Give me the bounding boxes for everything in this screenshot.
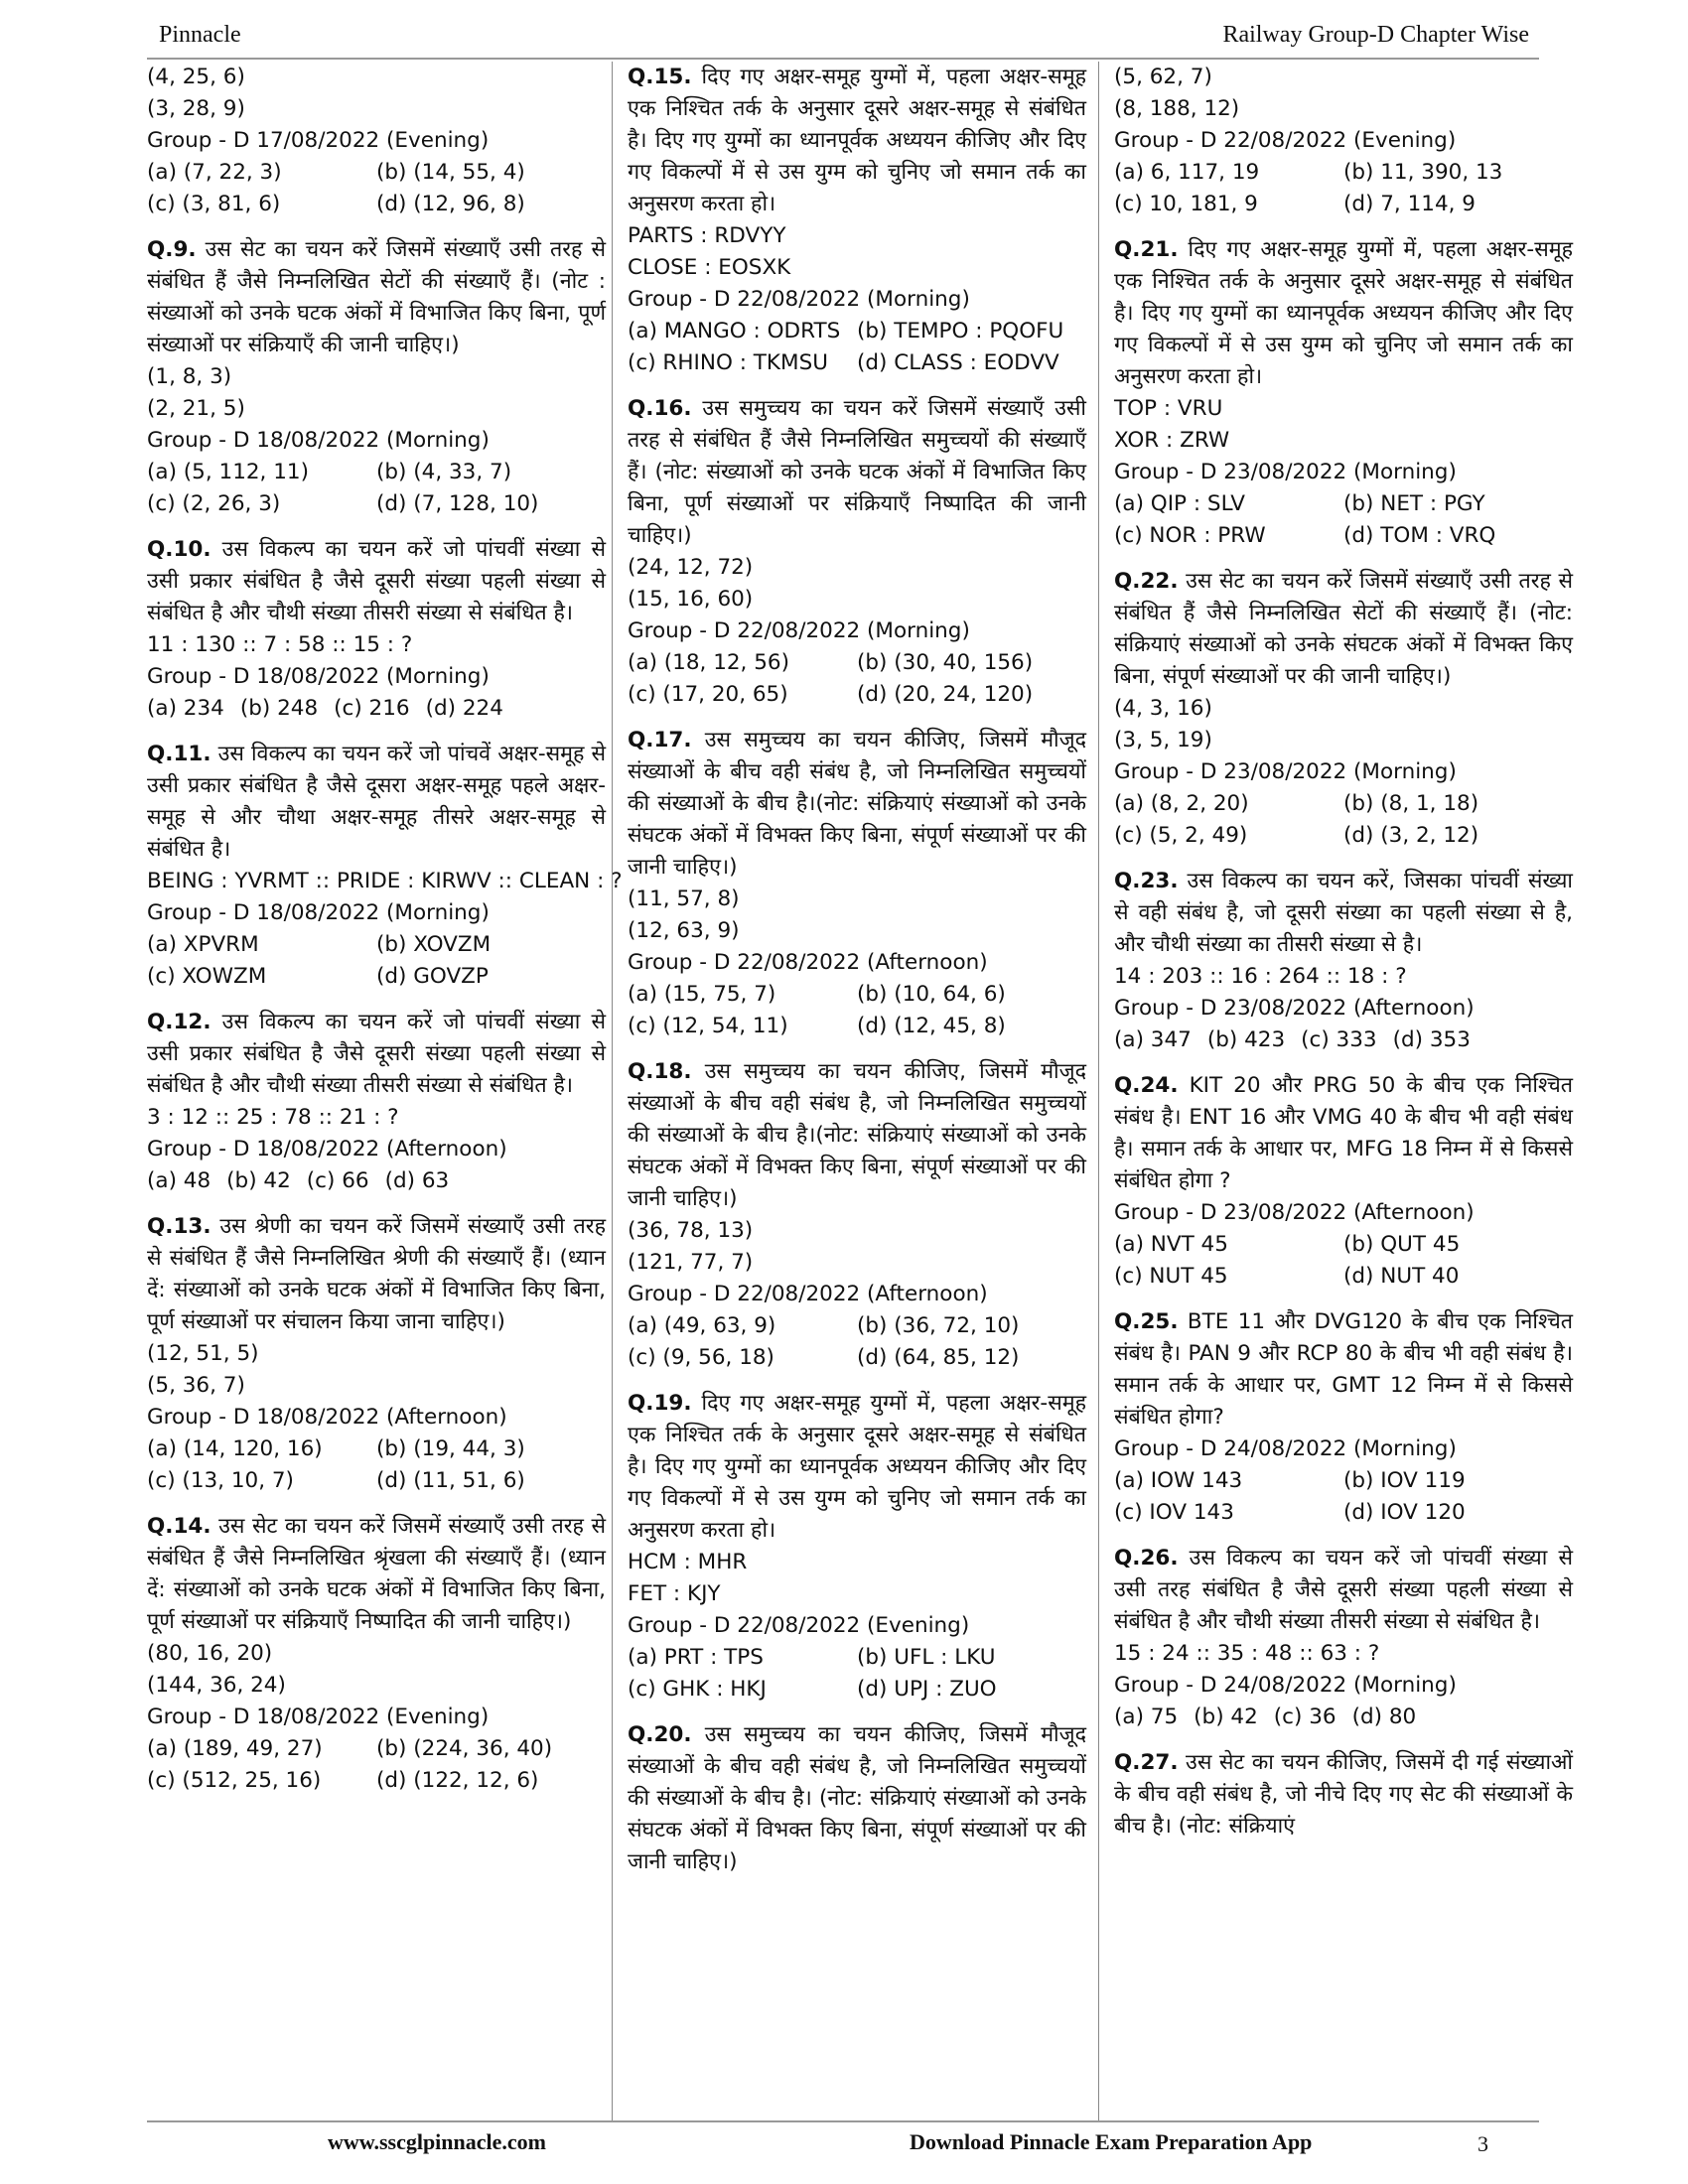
- question-line: (36, 78, 13): [628, 1218, 754, 1243]
- question-number: Q.19.: [628, 1391, 692, 1416]
- question-line: (4, 25, 6): [147, 65, 245, 89]
- question-line: (5, 62, 7): [1114, 65, 1212, 89]
- answer-option: (d) GOVZP: [376, 964, 489, 989]
- footer-app-promo: Download Pinnacle Exam Preparation App: [910, 2129, 1313, 2154]
- answer-option: (a) IOW 143: [1114, 1468, 1243, 1493]
- question-line: (2, 21, 5): [147, 396, 245, 421]
- question-line: (5, 36, 7): [147, 1373, 245, 1398]
- answer-option: (c) GHK : HKJ: [628, 1677, 767, 1702]
- question-number: Q.18.: [628, 1059, 692, 1084]
- answer-options: [1114, 488, 1573, 552]
- answer-option: (c) RHINO : TKMSU: [628, 350, 828, 375]
- question-text: उस समुच्चय का चयन करें जिसमें संख्याएँ उसी तरह से संबंधित हैं जैसे निम्नलिखित समुच्चयों की संख्याएँ हैं। (नोट: संख्याओं को उनके घटक अंकों में विभाजित किए बिना, पूर्ण संख्याओं पर संक्रियाएँ निष्पादित की जानी चाहिए।): [628, 396, 1086, 548]
- answer-option: (c) IOV 143: [1114, 1500, 1234, 1525]
- question-text: दिए गए अक्षर-समूह युग्मों में, पहला अक्षर-समूह एक निश्चित तर्क के अनुसार दूसरे अक्षर-समूह से संबंधित है। दिए गए युग्मों का ध्यानपूर्वक अध्ययन कीजिए और दिए गए विकल्पों में से उस युग्म को चुनिए जो समान तर्क का अनुसरण करता हो।: [1114, 237, 1573, 389]
- answer-option: (b) TEMPO : PQOFU: [857, 319, 1064, 343]
- answer-option: (b) (4, 33, 7): [376, 460, 512, 484]
- question-block: [1114, 1747, 1573, 1843]
- question-line: Group - D 22/08/2022 (Evening): [1114, 128, 1457, 153]
- question-block: [1114, 866, 1573, 1056]
- answer-option: (b) (30, 40, 156): [857, 650, 1034, 675]
- question-text: उस विकल्प का चयन करें, जिसका पांचवीं संख्या से वही संबंध है, जो दूसरी संख्या का पहली संख्या से है, और चौथी संख्या का तीसरी संख्या से है।: [1114, 869, 1573, 957]
- question-block: [147, 739, 623, 993]
- question-block: [1114, 566, 1573, 852]
- question-number: Q.14.: [147, 1514, 211, 1539]
- answer-options: [1114, 1702, 1573, 1733]
- answer-options: [147, 1433, 606, 1497]
- answer-option: (a) 6, 117, 19: [1114, 160, 1260, 185]
- answer-option: (b) 423: [1206, 1027, 1286, 1052]
- question-line: (11, 57, 8): [628, 887, 740, 911]
- question-stem: [1114, 1070, 1573, 1197]
- answer-option: (d) NUT 40: [1343, 1264, 1460, 1289]
- question-line: (121, 77, 7): [628, 1250, 754, 1275]
- question-block: [628, 1056, 1086, 1374]
- question-number: Q.17.: [628, 728, 692, 752]
- question-number: Q.23.: [1114, 869, 1179, 893]
- header-divider: [147, 58, 1539, 60]
- question-line: Group - D 18/08/2022 (Evening): [147, 1705, 490, 1729]
- question-line: Group - D 22/08/2022 (Afternoon): [628, 950, 988, 975]
- answer-option: (c) (17, 20, 65): [628, 682, 788, 707]
- column-divider-1: [612, 62, 613, 2120]
- answer-option: (a) 75: [1114, 1705, 1179, 1729]
- question-line: XOR : ZRW: [1114, 428, 1230, 453]
- question-line: Group - D 18/08/2022 (Morning): [147, 428, 490, 453]
- question-line: 3 : 12 :: 25 : 78 :: 21 : ?: [147, 1105, 399, 1130]
- answer-option: (d) (3, 2, 12): [1343, 823, 1479, 848]
- question-block: [1114, 1543, 1573, 1733]
- answer-option: (b) (19, 44, 3): [376, 1436, 525, 1461]
- question-block: [1114, 234, 1573, 552]
- question-line: (80, 16, 20): [147, 1641, 273, 1666]
- answer-option: (b) 42: [1194, 1705, 1258, 1729]
- answer-option: (c) 216: [334, 696, 410, 721]
- answer-option: (c) 36: [1273, 1705, 1336, 1729]
- question-line: (8, 188, 12): [1114, 96, 1240, 121]
- question-stem: [147, 1211, 606, 1338]
- question-block: [147, 1211, 606, 1497]
- question-number: Q.15.: [628, 65, 692, 89]
- answer-option: (a) MANGO : ODRTS: [628, 319, 841, 343]
- question-line: Group - D 23/08/2022 (Morning): [1114, 759, 1457, 784]
- column-divider-2: [1098, 62, 1099, 2120]
- question-stem: [147, 1511, 606, 1638]
- answer-option: (b) 11, 390, 13: [1343, 160, 1503, 185]
- question-line: Group - D 18/08/2022 (Morning): [147, 664, 490, 689]
- question-number: Q.13.: [147, 1214, 211, 1239]
- answer-options: [147, 1733, 606, 1797]
- answer-option: (d) (7, 128, 10): [376, 491, 539, 516]
- question-stem: [147, 739, 606, 866]
- answer-option: (c) (512, 25, 16): [147, 1768, 322, 1793]
- question-number: Q.16.: [628, 396, 692, 421]
- question-number: Q.20.: [628, 1722, 692, 1747]
- question-line: Group - D 22/08/2022 (Evening): [628, 1613, 970, 1638]
- question-line: HCM : MHR: [628, 1550, 748, 1574]
- answer-option: (a) (49, 63, 9): [628, 1313, 776, 1338]
- page-number: 3: [1477, 2131, 1488, 2156]
- question-line: TOP : VRU: [1114, 396, 1223, 421]
- header-book-title: Railway Group-D Chapter Wise: [1222, 22, 1529, 48]
- answer-option: (d) (20, 24, 120): [857, 682, 1034, 707]
- answer-options: [147, 693, 606, 725]
- question-line: Group - D 22/08/2022 (Afternoon): [628, 1282, 988, 1306]
- answer-option: (b) QUT 45: [1343, 1232, 1461, 1257]
- answer-option: (d) (122, 12, 6): [376, 1768, 539, 1793]
- question-stem: [628, 1056, 1086, 1215]
- answer-options: [147, 457, 606, 520]
- answer-option: (d) (11, 51, 6): [376, 1468, 525, 1493]
- question-text: उस विकल्प का चयन करें जो पांचवीं संख्या से उसी प्रकार संबंधित है जैसे दूसरी संख्या पहली संख्या से संबंधित है और चौथी संख्या तीसरी संख्या से संबंधित है।: [147, 1010, 606, 1098]
- answer-option: (d) 224: [425, 696, 503, 721]
- question-line: 14 : 203 :: 16 : 264 :: 18 : ?: [1114, 964, 1407, 989]
- question-block: [1114, 1070, 1573, 1293]
- question-line: Group - D 18/08/2022 (Afternoon): [147, 1137, 507, 1161]
- question-block: [147, 1511, 606, 1797]
- answer-option: (c) NUT 45: [1114, 1264, 1228, 1289]
- question-number: Q.27.: [1114, 1750, 1179, 1775]
- answer-options: [628, 316, 1086, 379]
- answer-options: [1114, 157, 1573, 220]
- answer-option: (b) 248: [239, 696, 319, 721]
- question-block: [1114, 1306, 1573, 1529]
- question-line: (1, 8, 3): [147, 364, 232, 389]
- answer-option: (b) IOV 119: [1343, 1468, 1466, 1493]
- question-stem: [1114, 866, 1573, 961]
- answer-option: (c) NOR : PRW: [1114, 523, 1266, 548]
- answer-option: (b) (36, 72, 10): [857, 1313, 1020, 1338]
- answer-option: (b) NET : PGY: [1343, 491, 1485, 516]
- question-line: FET : KJY: [628, 1581, 721, 1606]
- question-number: Q.22.: [1114, 569, 1179, 594]
- answer-option: (c) (3, 81, 6): [147, 192, 281, 216]
- question-line: Group - D 22/08/2022 (Morning): [628, 618, 970, 643]
- answer-option: (a) QIP : SLV: [1114, 491, 1245, 516]
- question-block: [147, 534, 606, 725]
- column-2: [628, 62, 1086, 1878]
- answer-option: (a) 234: [147, 696, 224, 721]
- question-text: उस विकल्प का चयन करें जो पांचवीं संख्या से उसी प्रकार संबंधित है जैसे दूसरी संख्या पहली संख्या से संबंधित है और चौथी संख्या तीसरी संख्या से संबंधित है।: [147, 537, 606, 625]
- answer-option: (c) 333: [1301, 1027, 1377, 1052]
- answer-option: (d) 80: [1351, 1705, 1417, 1729]
- question-line: Group - D 23/08/2022 (Morning): [1114, 460, 1457, 484]
- answer-option: (b) UFL : LKU: [857, 1645, 996, 1670]
- question-line: Group - D 18/08/2022 (Morning): [147, 900, 490, 925]
- answer-option: (c) (9, 56, 18): [628, 1345, 774, 1370]
- question-text: उस सेट का चयन करें जिसमें संख्याएँ उसी तरह से संबंधित हैं जैसे निम्नलिखित श्रृंखला की संख्याएँ हैं। (ध्यान दें: संख्याओं को उनके घटक अंकों में विभाजित किए बिना, पूर्ण संख्याओं पर संक्रियाएँ निष्पादित की जानी चाहिए।): [147, 1514, 606, 1634]
- footer-website: www.sscglpinnacle.com: [328, 2129, 546, 2154]
- question-number: Q.10.: [147, 537, 211, 562]
- answer-option: (b) (10, 64, 6): [857, 982, 1006, 1007]
- question-line: Group - D 18/08/2022 (Afternoon): [147, 1405, 507, 1430]
- question-number: Q.24.: [1114, 1073, 1179, 1098]
- question-text: उस श्रेणी का चयन करें जिसमें संख्याएँ उसी तरह से संबंधित हैं जैसे निम्नलिखित श्रेणी की संख्याएँ हैं। (ध्यान दें: संख्याओं को उनके घटक अंकों में विभाजित किए बिना, पूर्ण संख्याओं पर संचालन किया जाना चाहिए।): [147, 1214, 606, 1334]
- answer-options: [147, 157, 606, 220]
- question-line: (144, 36, 24): [147, 1673, 286, 1698]
- question-stem: [628, 393, 1086, 552]
- question-stem: [628, 62, 1086, 220]
- answer-option: (d) IOV 120: [1343, 1500, 1466, 1525]
- question-block: [1114, 62, 1573, 220]
- question-text: दिए गए अक्षर-समूह युग्मों में, पहला अक्षर-समूह एक निश्चित तर्क के अनुसार दूसरे अक्षर-समूह से संबंधित है। दिए गए युग्मों का ध्यानपूर्वक अध्ययन कीजिए और दिए गए विकल्पों में से उस युग्म को चुनिए जो समान तर्क का अनुसरण करता हो।: [628, 65, 1086, 216]
- question-stem: [147, 234, 606, 361]
- question-line: CLOSE : EOSXK: [628, 255, 791, 280]
- question-stem: [628, 1388, 1086, 1547]
- answer-option: (c) 10, 181, 9: [1114, 192, 1258, 216]
- answer-option: (a) (18, 12, 56): [628, 650, 789, 675]
- answer-option: (a) 48: [147, 1168, 211, 1193]
- column-3: [1114, 62, 1573, 1843]
- question-stem: [147, 534, 606, 629]
- answer-option: (a) NVT 45: [1114, 1232, 1228, 1257]
- column-1: [147, 62, 623, 1797]
- question-line: Group - D 23/08/2022 (Afternoon): [1114, 1200, 1475, 1225]
- answer-options: [147, 929, 606, 993]
- question-stem: [1114, 1543, 1573, 1638]
- question-stem: [1114, 1747, 1573, 1843]
- answer-option: (a) (7, 22, 3): [147, 160, 282, 185]
- answer-options: [628, 647, 1086, 711]
- answer-options: [147, 1165, 606, 1197]
- question-line: Group - D 17/08/2022 (Evening): [147, 128, 490, 153]
- answer-options: [1114, 1229, 1573, 1293]
- answer-options: [628, 979, 1086, 1042]
- answer-option: (b) 42: [226, 1168, 291, 1193]
- question-block: [628, 62, 1086, 379]
- question-line: (4, 3, 16): [1114, 696, 1212, 721]
- question-text: उस विकल्प का चयन करें जो पांचवें अक्षर-समूह से उसी प्रकार संबंधित है जैसे दूसरा अक्षर-समूह पहले अक्षर-समूह से और चौथा अक्षर-समूह तीसरे अक्षर-समूह से संबंधित है।: [147, 742, 606, 862]
- question-text: उस सेट का चयन करें जिसमें संख्याएँ उसी तरह से संबंधित हैं जैसे निम्नलिखित सेटों की संख्याएँ हैं। (नोट : संख्याओं को उनके घटक अंकों में विभाजित किए बिना, पूर्ण संख्याओं पर संक्रियाएँ की जानी चाहिए।): [147, 237, 606, 357]
- question-line: (3, 5, 19): [1114, 728, 1212, 752]
- question-line: (12, 63, 9): [628, 918, 740, 943]
- answer-option: (b) XOVZM: [376, 932, 492, 957]
- answer-options: [628, 1642, 1086, 1706]
- answer-options: [1114, 788, 1573, 852]
- question-line: PARTS : RDVYY: [628, 223, 786, 248]
- answer-option: (d) 353: [1392, 1027, 1471, 1052]
- answer-option: (d) (64, 85, 12): [857, 1345, 1020, 1370]
- answer-option: (a) XPVRM: [147, 932, 259, 957]
- question-stem: [1114, 566, 1573, 693]
- answer-options: [1114, 1465, 1573, 1529]
- question-number: Q.11.: [147, 742, 211, 766]
- question-block: [628, 725, 1086, 1042]
- header-publisher: Pinnacle: [159, 22, 241, 48]
- question-line: (24, 12, 72): [628, 555, 754, 580]
- answer-option: (d) TOM : VRQ: [1343, 523, 1496, 548]
- question-number: Q.9.: [147, 237, 197, 262]
- question-line: BEING : YVRMT :: PRIDE : KIRWV :: CLEAN : ?: [147, 869, 623, 893]
- question-block: [628, 1388, 1086, 1706]
- answer-option: (a) (5, 112, 11): [147, 460, 309, 484]
- answer-options: [628, 1310, 1086, 1374]
- question-number: Q.21.: [1114, 237, 1179, 262]
- answer-option: (c) (12, 54, 11): [628, 1014, 788, 1038]
- question-number: Q.12.: [147, 1010, 211, 1034]
- answer-option: (c) (5, 2, 49): [1114, 823, 1248, 848]
- answer-option: (d) (12, 45, 8): [857, 1014, 1006, 1038]
- question-block: [147, 1007, 606, 1197]
- question-text: उस विकल्प का चयन करें जो पांचवीं संख्या से उसी तरह संबंधित है जैसे दूसरी संख्या पहली संख्या से संबंधित है और चौथी संख्या तीसरी संख्या से संबंधित है।: [1114, 1546, 1573, 1634]
- question-text: उस सेट का चयन कीजिए, जिसमें दी गई संख्याओं के बीच वही संबंध है, जो नीचे दिए गए सेट की संख्याओं के बीच है। (नोट: संक्रियाएं: [1114, 1750, 1573, 1839]
- question-number: Q.25.: [1114, 1309, 1179, 1334]
- answer-option: (b) (224, 36, 40): [376, 1736, 553, 1761]
- answer-options: [1114, 1024, 1573, 1056]
- answer-option: (c) (2, 26, 3): [147, 491, 281, 516]
- question-line: (15, 16, 60): [628, 587, 754, 612]
- answer-option: (a) (8, 2, 20): [1114, 791, 1249, 816]
- question-block: [147, 62, 606, 220]
- answer-option: (a) PRT : TPS: [628, 1645, 764, 1670]
- question-block: [628, 1719, 1086, 1878]
- question-text: उस समुच्चय का चयन कीजिए, जिसमें मौजूद संख्याओं के बीच वही संबंध है, जो निम्नलिखित समुच्चयों की संख्याओं के बीच है। (नोट: संक्रियाएं संख्याओं को उनके संघटक अंकों में विभक्त किए बिना, संपूर्ण संख्याओं पर की जानी चाहिए।): [628, 1722, 1086, 1874]
- question-number: Q.26.: [1114, 1546, 1179, 1570]
- question-stem: [628, 725, 1086, 884]
- answer-option: (c) (13, 10, 7): [147, 1468, 294, 1493]
- question-stem: [147, 1007, 606, 1102]
- question-line: (3, 28, 9): [147, 96, 245, 121]
- answer-option: (c) 66: [306, 1168, 369, 1193]
- answer-option: (a) (14, 120, 16): [147, 1436, 323, 1461]
- question-line: 15 : 24 :: 35 : 48 :: 63 : ?: [1114, 1641, 1380, 1666]
- question-stem: [628, 1719, 1086, 1878]
- answer-option: (c) XOWZM: [147, 964, 267, 989]
- answer-option: (d) 63: [384, 1168, 450, 1193]
- footer-divider: [147, 2120, 1539, 2122]
- question-text: BTE 11 और DVG120 के बीच एक निश्चित संबंध है। PAN 9 और RCP 80 के बीच भी वही संबंध है। समान तर्क के आधार पर, GMT 12 निम्न में से किससे संबंधित होगा?: [1114, 1309, 1573, 1430]
- question-stem: [1114, 1306, 1573, 1433]
- answer-option: (a) (15, 75, 7): [628, 982, 776, 1007]
- question-text: उस सेट का चयन करें जिसमें संख्याएँ उसी तरह से संबंधित हैं जैसे निम्नलिखित सेटों की संख्याएँ हैं। (नोट: संक्रियाएं संख्याओं को उनके संघटक अंकों में विभक्त किए बिना, संपूर्ण संख्याओं पर की जानी चाहिए।): [1114, 569, 1573, 689]
- answer-option: (d) CLASS : EODVV: [857, 350, 1059, 375]
- question-text: उस समुच्चय का चयन कीजिए, जिसमें मौजूद संख्याओं के बीच वही संबंध है, जो निम्नलिखित समुच्चयों की संख्याओं के बीच है।(नोट: संक्रियाएं संख्याओं को उनके संघटक अंकों में विभक्त किए बिना, संपूर्ण संख्याओं पर की जानी चाहिए।): [628, 1059, 1086, 1211]
- question-block: [628, 393, 1086, 711]
- question-text: KIT 20 और PRG 50 के बीच एक निश्चित संबंध है। ENT 16 और VMG 40 के बीच भी वही संबंध है। समान तर्क के आधार पर, MFG 18 निम्न में से किससे संबंधित होगा ?: [1114, 1073, 1573, 1193]
- question-line: Group - D 24/08/2022 (Morning): [1114, 1436, 1457, 1461]
- question-line: (12, 51, 5): [147, 1341, 259, 1366]
- question-line: Group - D 22/08/2022 (Morning): [628, 287, 970, 312]
- question-line: 11 : 130 :: 7 : 58 :: 15 : ?: [147, 632, 413, 657]
- answer-option: (d) 7, 114, 9: [1343, 192, 1476, 216]
- question-text: उस समुच्चय का चयन कीजिए, जिसमें मौजूद संख्याओं के बीच वही संबंध है, जो निम्नलिखित समुच्चयों की संख्याओं के बीच है।(नोट: संक्रियाएं संख्याओं को उनके संघटक अंकों में विभक्त किए बिना, संपूर्ण संख्याओं पर की जानी चाहिए।): [628, 728, 1086, 880]
- answer-option: (a) 347: [1114, 1027, 1192, 1052]
- answer-option: (b) (14, 55, 4): [376, 160, 525, 185]
- answer-option: (d) (12, 96, 8): [376, 192, 525, 216]
- question-line: Group - D 23/08/2022 (Afternoon): [1114, 996, 1475, 1021]
- answer-option: (d) UPJ : ZUO: [857, 1677, 997, 1702]
- question-line: Group - D 24/08/2022 (Morning): [1114, 1673, 1457, 1698]
- question-block: [147, 234, 606, 520]
- answer-option: (b) (8, 1, 18): [1343, 791, 1479, 816]
- answer-option: (a) (189, 49, 27): [147, 1736, 323, 1761]
- question-text: दिए गए अक्षर-समूह युग्मों में, पहला अक्षर-समूह एक निश्चित तर्क के अनुसार दूसरे अक्षर-समूह से संबंधित है। दिए गए युग्मों का ध्यानपूर्वक अध्ययन कीजिए और दिए गए विकल्पों में से उस युग्म को चुनिए जो समान तर्क का अनुसरण करता हो।: [628, 1391, 1086, 1543]
- question-stem: [1114, 234, 1573, 393]
